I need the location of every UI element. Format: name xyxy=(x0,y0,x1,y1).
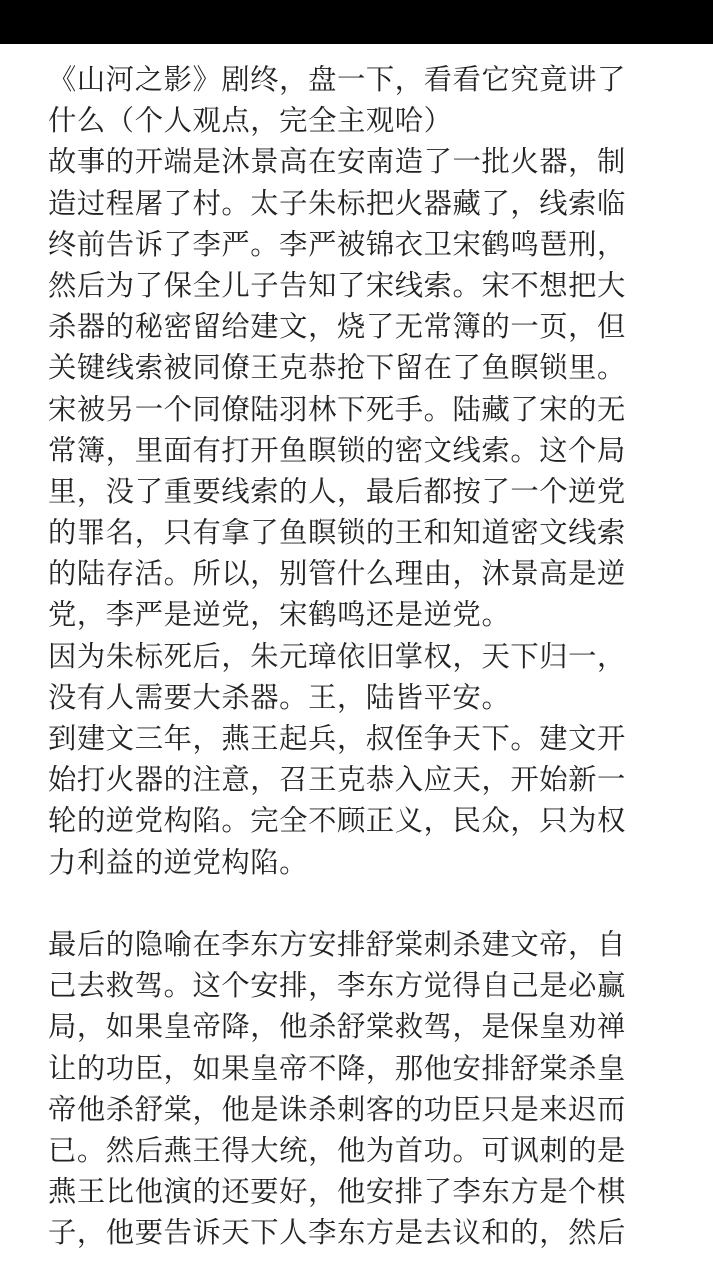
text-line: 的罪名，只有拿了鱼瞑锁的王和知道密文线索 xyxy=(48,516,626,550)
text-line: 已。然后燕王得大统，他为首功。可讽刺的是 xyxy=(48,1133,626,1167)
text-line: 让的功臣，如果皇帝不降，那他安排舒棠杀皇 xyxy=(48,1051,626,1085)
text-line: 没有人需要大杀器。王，陆皆平安。 xyxy=(48,680,511,714)
text-line: 关键线索被同僚王克恭抢下留在了鱼瞑锁里。 xyxy=(48,351,626,385)
text-line: 到建文三年，燕王起兵，叔侄争天下。建文开 xyxy=(48,722,626,755)
text-line: 因为朱标死后，朱元璋依旧掌权，天下归一， xyxy=(48,639,626,673)
text-line: 宋被另一个同僚陆羽林下死手。陆藏了宋的无 xyxy=(48,392,626,426)
text-line: 造过程屠了村。太子朱标把火器藏了，线索临 xyxy=(48,186,626,220)
text-line: 党，李严是逆党，宋鹤鸣还是逆党。 xyxy=(48,598,511,632)
text-line: 帝他杀舒棠，他是诛杀刺客的功臣只是来迟而 xyxy=(48,1092,626,1126)
article-body xyxy=(48,59,658,1253)
text-line: 燕王比他演的还要好，他安排了李东方是个棋 xyxy=(48,1175,626,1209)
text-line: 里，没了重要线索的人，最后都按了一个逆党 xyxy=(48,474,626,508)
text-line: 轮的逆党构陷。完全不顾正义，民众，只为权 xyxy=(48,804,626,838)
text-line: 力利益的逆党构陷。 xyxy=(48,845,309,879)
text-line: 的陆存活。所以，别管什么理由，沐景高是逆 xyxy=(48,557,626,591)
text-line: 杀器的秘密留给建文，烧了无常簿的一页，但 xyxy=(48,310,626,344)
text-line: 然后为了保全儿子告知了宋线索。宋不想把大 xyxy=(48,268,626,302)
blank-line xyxy=(48,883,658,924)
text-line: 常簿，里面有打开鱼瞑锁的密文线索。这个局 xyxy=(48,433,626,467)
text-line: 子，他要告诉天下人李东方是去议和的，然后 xyxy=(48,1216,626,1250)
text-line: 故事的开端是沐景高在安南造了一批火器，制 xyxy=(48,145,626,179)
text-line: 己去救驾。这个安排，李东方觉得自己是必赢 xyxy=(48,969,626,1003)
status-bar xyxy=(0,0,713,44)
text-line: 始打火器的注意，召王克恭入应天，开始新一 xyxy=(48,763,626,797)
text-line: 什么（个人观点，完全主观哈） xyxy=(48,104,453,138)
text-line: 最后的隐喻在李东方安排舒棠刺杀建文帝，自 xyxy=(48,927,626,961)
text-line: 局，如果皇帝降，他杀舒棠救驾，是保皇劝禅 xyxy=(48,1010,626,1044)
text-line: 终前告诉了李严。李严被锦衣卫宋鹤鸣琶刑， xyxy=(48,227,626,261)
text-line: 《山河之影》剧终，盘一下，看看它究竟讲了 xyxy=(48,63,626,96)
